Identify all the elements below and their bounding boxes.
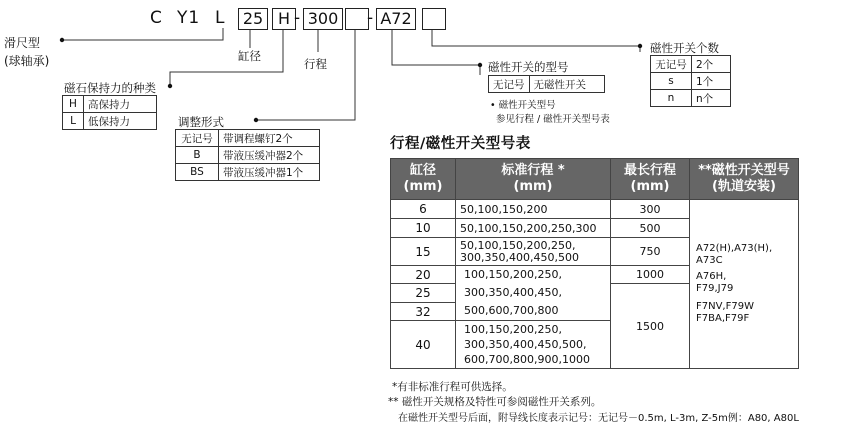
table-row bbox=[176, 147, 320, 164]
switch-type-table bbox=[488, 75, 605, 93]
header-std-unit: (mm) bbox=[513, 179, 553, 194]
bore-cell: 6 bbox=[391, 200, 456, 219]
h-box: H bbox=[272, 8, 296, 30]
table-row bbox=[176, 164, 320, 181]
std-stroke-cell bbox=[456, 238, 611, 266]
slide-type-label: 滑尺型 bbox=[4, 36, 41, 50]
table-cell: 带液压缓冲器1个 bbox=[219, 164, 320, 181]
table-cell: 低保持力 bbox=[84, 113, 157, 130]
std-stroke-line: 300,350,400,450, bbox=[464, 286, 562, 299]
table-cell: L bbox=[63, 113, 84, 130]
std-stroke-line: 600,700,800,900,1000 bbox=[464, 353, 590, 366]
switch-type-label: 磁性开关的型号 bbox=[488, 60, 569, 74]
dash-1: - bbox=[294, 8, 302, 28]
bore-cell: 15 bbox=[391, 238, 456, 266]
switch-model-line: A73C bbox=[696, 255, 723, 266]
max-stroke-cell: 300 bbox=[611, 200, 690, 219]
stroke-label: 行程 bbox=[304, 57, 327, 71]
std-stroke-cell bbox=[456, 266, 611, 321]
switch-model-line: A76H, bbox=[696, 271, 727, 282]
max-stroke-cell: 750 bbox=[611, 238, 690, 266]
header-switch-sub: (轨道安装) bbox=[712, 179, 776, 194]
switch-count-table bbox=[650, 55, 731, 107]
table-cell: BS bbox=[176, 164, 219, 181]
dash-2: - bbox=[367, 8, 375, 28]
std-stroke-line: 100,150,200,250, bbox=[464, 268, 562, 281]
table-cell: 无记号 bbox=[489, 76, 530, 93]
switch-type-note-2: 参见行程 / 磁性开关型号表 bbox=[496, 114, 610, 125]
max-stroke-cell: 1000 bbox=[611, 266, 690, 284]
std-stroke-line: 300,350,400,450,500, bbox=[464, 338, 587, 351]
ball-bearing-label: (球轴承) bbox=[4, 54, 50, 68]
table-cell: n bbox=[651, 90, 692, 107]
count-box bbox=[422, 8, 446, 30]
note-nonstandard: *有非标准行程可供选择。 bbox=[392, 381, 513, 393]
table-header-row bbox=[391, 159, 799, 200]
bore-box: 25 bbox=[238, 8, 268, 30]
adjust-label: 调整形式 bbox=[178, 115, 224, 129]
header-std-text: 标准行程 * bbox=[501, 163, 565, 178]
switch-models-cell bbox=[690, 200, 799, 369]
table-row bbox=[63, 113, 157, 130]
bore-cell: 40 bbox=[391, 321, 456, 369]
header-max-unit: (mm) bbox=[630, 179, 670, 194]
header-switch-text: **磁性开关型号 bbox=[698, 163, 790, 178]
std-stroke-line: 50,100,150,200,250, bbox=[460, 238, 576, 252]
magnet-force-table bbox=[62, 95, 157, 130]
table-cell: 无磁性开关 bbox=[529, 76, 604, 93]
magnet-force-label: 磁石保持力的种类 bbox=[64, 81, 156, 95]
note-lead-wire: 在磁性开关型号后面，附导线长度表示记号：无记号－0.5m, L-3m, Z-5m例：A80, A80L bbox=[398, 413, 799, 424]
bore-cell: 25 bbox=[391, 284, 456, 303]
switch-type-note-1: • 磁性开关型号 bbox=[490, 100, 556, 111]
table-row bbox=[489, 76, 605, 93]
header-bore-text: 缸径 bbox=[409, 163, 436, 178]
switch-count-label: 磁性开关个数 bbox=[650, 41, 719, 55]
main-table-title: 行程/磁性开关型号表 bbox=[390, 136, 531, 152]
table-cell: 高保持力 bbox=[84, 96, 157, 113]
table-row bbox=[651, 56, 731, 73]
std-stroke-line: 500,600,700,800 bbox=[464, 304, 559, 317]
table-cell: H bbox=[63, 96, 84, 113]
switch-model-line: F79,J79 bbox=[696, 283, 734, 294]
bore-cell: 10 bbox=[391, 219, 456, 238]
prefix-y1: Y1 bbox=[177, 8, 201, 28]
header-std-stroke bbox=[456, 159, 611, 200]
table-cell: 1个 bbox=[692, 73, 731, 90]
max-stroke-cell: 1500 bbox=[611, 284, 690, 369]
note-switch-spec: ** 磁性开关规格及特性可参阅磁性开关系列。 bbox=[388, 396, 602, 408]
bore-cell: 20 bbox=[391, 266, 456, 284]
table-row bbox=[651, 73, 731, 90]
bore-label: 缸径 bbox=[238, 49, 261, 63]
table-row bbox=[391, 200, 799, 219]
std-stroke-cell: 50,100,150,200,250,300 bbox=[456, 219, 611, 238]
table-cell: n个 bbox=[692, 90, 731, 107]
adjust-table bbox=[175, 129, 320, 181]
max-stroke-cell: 500 bbox=[611, 219, 690, 238]
switch-model-line: F7NV,F79W bbox=[696, 301, 754, 312]
header-max-stroke bbox=[611, 159, 690, 200]
switch-box: A72 bbox=[376, 8, 416, 30]
header-bore-unit: (mm) bbox=[403, 179, 443, 194]
std-stroke-cell bbox=[456, 321, 611, 369]
switch-model-line: A72(H),A73(H), bbox=[696, 243, 773, 254]
table-row bbox=[651, 90, 731, 107]
header-bore bbox=[391, 159, 456, 200]
switch-model-line: F7BA,F79F bbox=[696, 313, 750, 324]
prefix-c: C bbox=[150, 8, 163, 28]
table-row bbox=[176, 130, 320, 147]
table-cell: s bbox=[651, 73, 692, 90]
std-stroke-cell: 50,100,150,200 bbox=[456, 200, 611, 219]
table-cell: 2个 bbox=[692, 56, 731, 73]
std-stroke-line: 300,350,400,450,500 bbox=[460, 250, 579, 264]
stroke-switch-table bbox=[390, 158, 799, 369]
header-switch bbox=[690, 159, 799, 200]
table-cell: 带调程螺钉2个 bbox=[219, 130, 320, 147]
std-stroke-line: 100,150,200,250, bbox=[464, 323, 562, 336]
table-cell: 带液压缓冲器2个 bbox=[219, 147, 320, 164]
stroke-box: 300 bbox=[303, 8, 343, 30]
table-cell: 无记号 bbox=[176, 130, 219, 147]
table-cell: B bbox=[176, 147, 219, 164]
empty-box bbox=[345, 8, 369, 30]
header-max-text: 最长行程 bbox=[623, 163, 676, 178]
table-cell: 无记号 bbox=[651, 56, 692, 73]
table-row bbox=[63, 96, 157, 113]
prefix-l: L bbox=[215, 8, 226, 28]
bore-cell: 32 bbox=[391, 303, 456, 321]
